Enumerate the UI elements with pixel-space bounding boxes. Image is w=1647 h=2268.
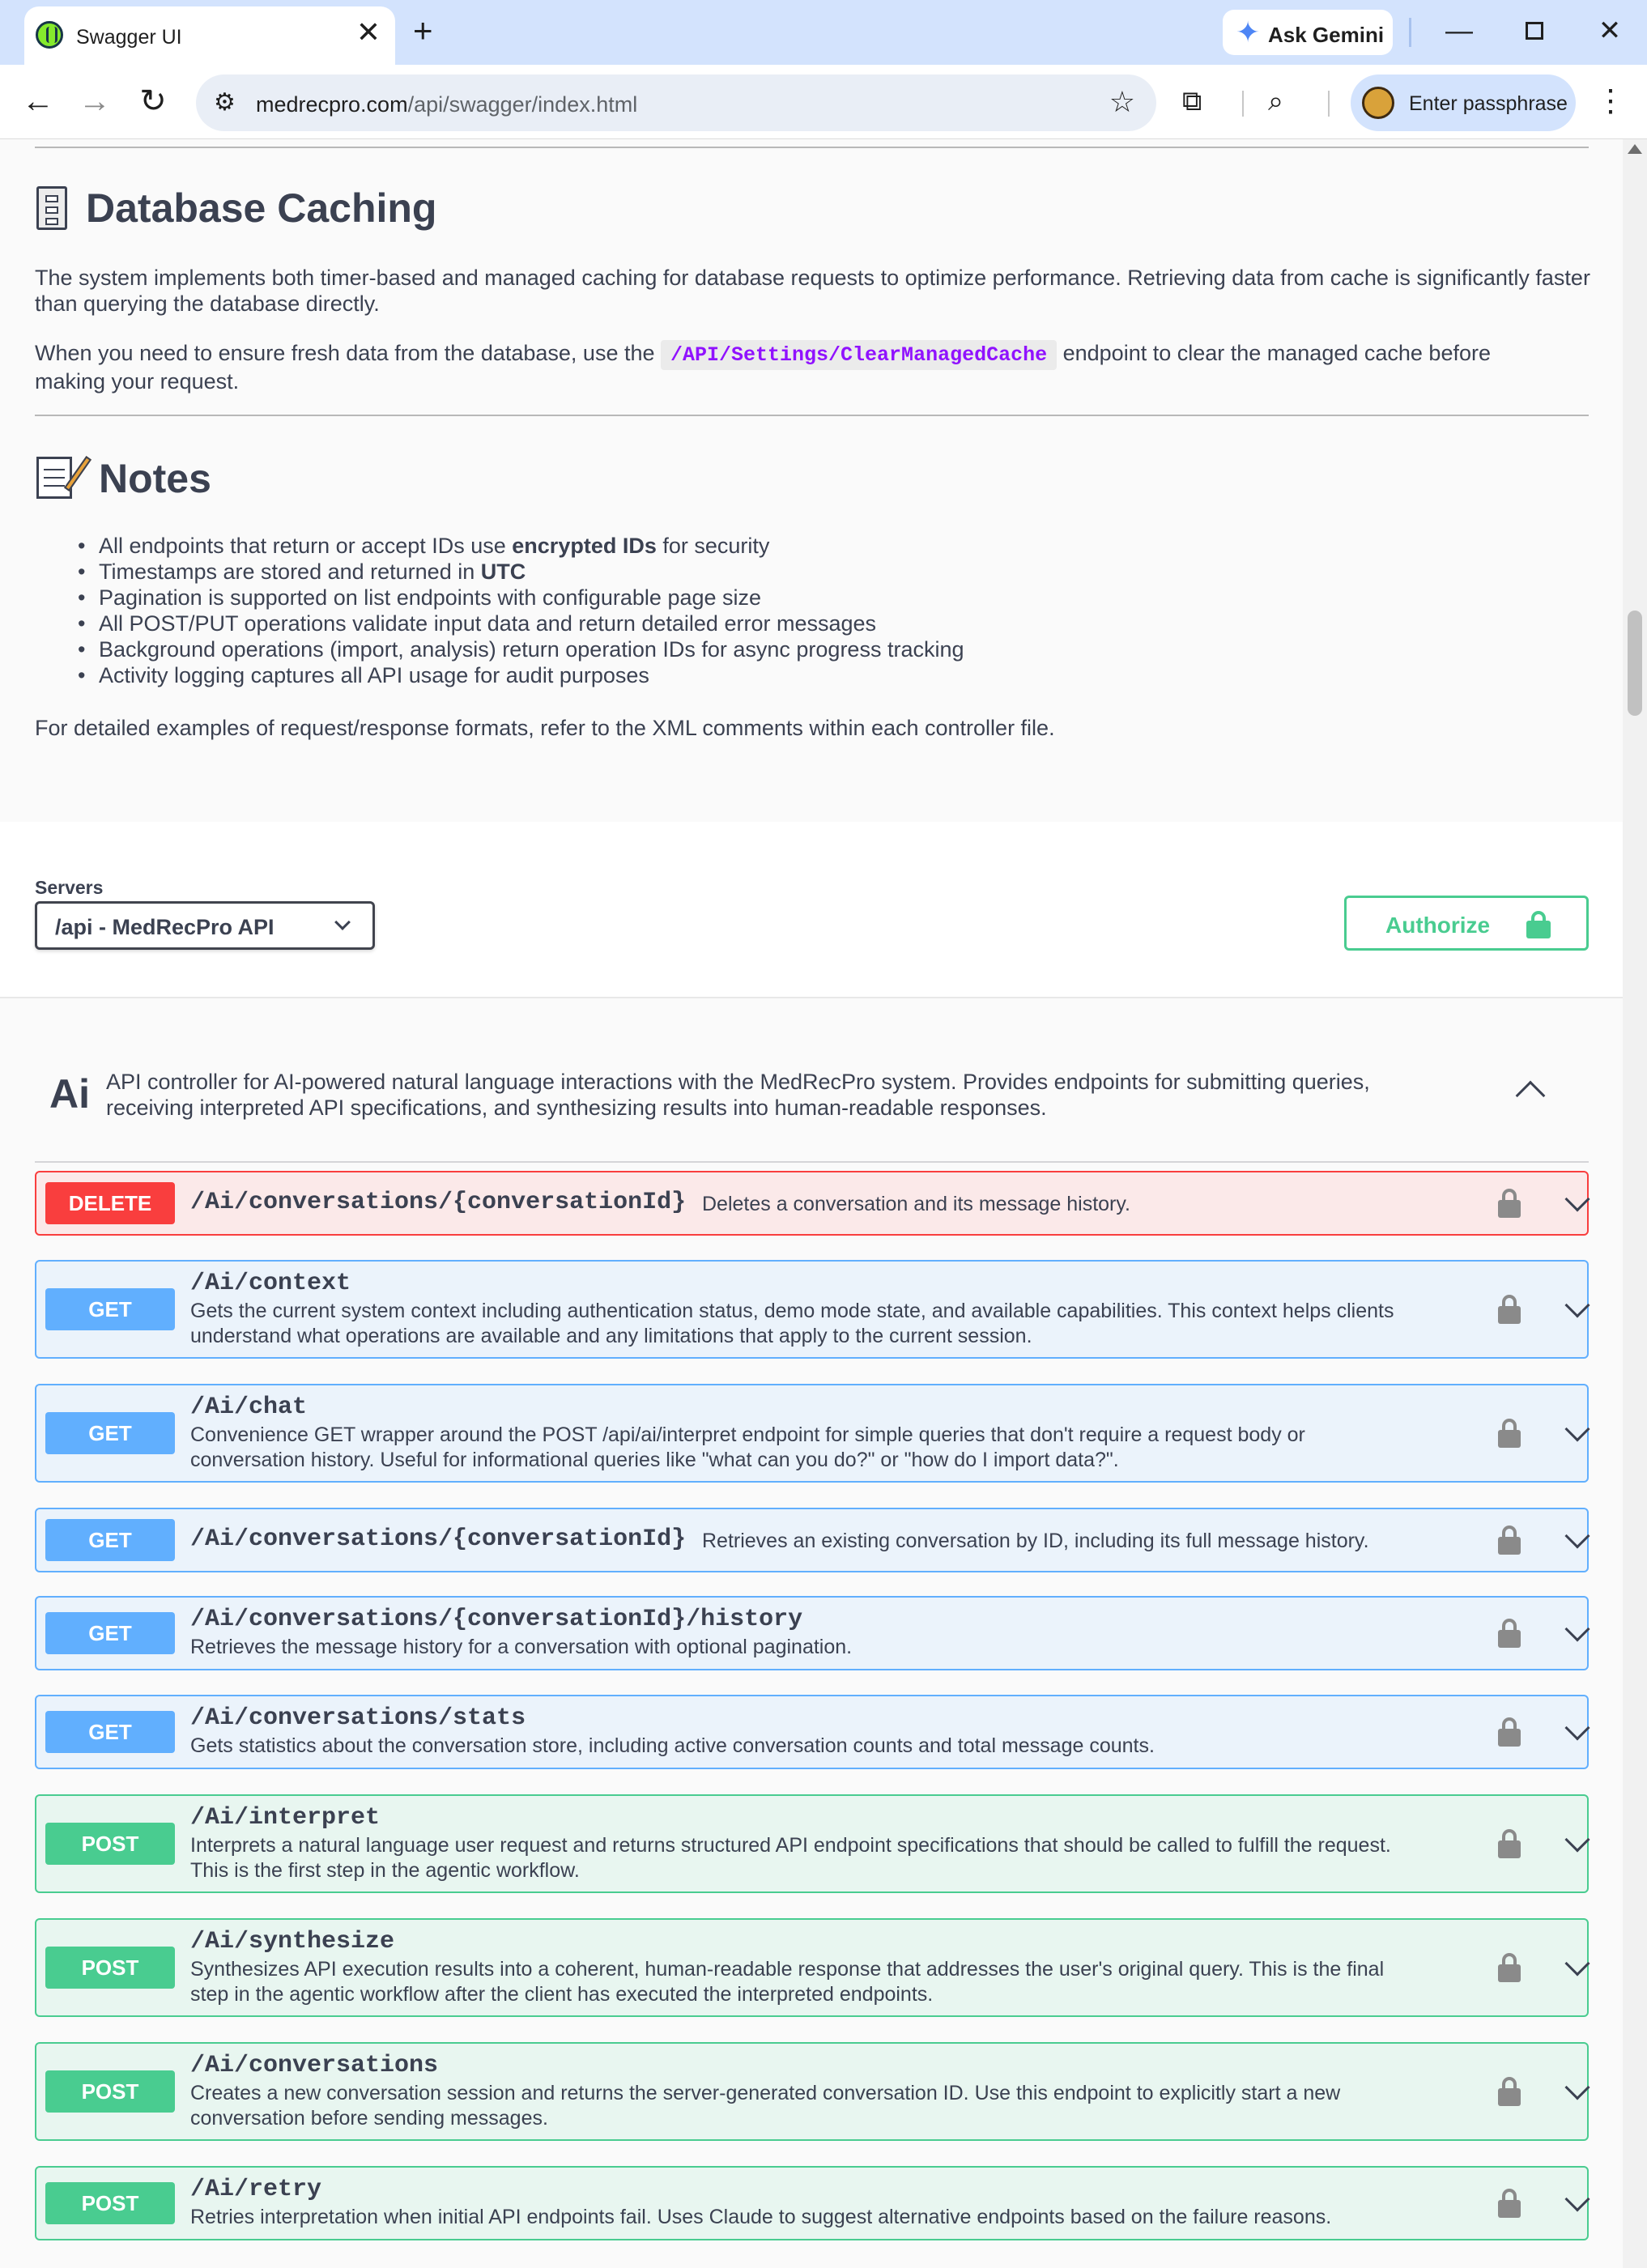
tag-description [106, 1069, 1483, 1121]
operation-summary-line: Retrieves the message history for a conversation with optional pagination. [190, 1636, 853, 1658]
operation-get[interactable] [35, 1596, 1589, 1670]
minimize-icon[interactable]: — [1445, 15, 1473, 46]
gemini-sparkle-icon: ✦ [1236, 15, 1261, 49]
profile-label: Enter passphrase [1409, 92, 1568, 115]
operation-summary [190, 1957, 1384, 2007]
method-badge: GET [45, 1612, 175, 1654]
url-text[interactable] [256, 92, 637, 117]
note-emphasis: encrypted IDs [512, 534, 657, 558]
operation-summary [190, 2081, 1340, 2131]
method-badge: POST [45, 2182, 175, 2224]
forward-arrow-icon[interactable]: → [79, 83, 111, 119]
note-text: Background operations (import, analysis) return operation IDs for async progress tracking [99, 637, 964, 662]
caching-paragraph-1: The system implements both timer-based and managed caching for database requests to optimize performance. Retrieving data from cache is significantly faster than querying the database directly. [35, 266, 1590, 316]
browser-titlebar [0, 0, 1647, 65]
back-arrow-icon[interactable]: ← [22, 83, 54, 119]
scroll-up-arrow-icon[interactable] [1628, 144, 1642, 154]
servers-section [0, 822, 1623, 998]
operation-delete[interactable] [35, 1171, 1589, 1236]
lock-icon[interactable] [1498, 2077, 1521, 2106]
page-scrollbar[interactable] [1623, 139, 1647, 2268]
clear-cache-code: /API/Settings/ClearManagedCache [661, 340, 1057, 370]
titlebar-divider [1409, 18, 1411, 47]
url-host: medrecpro.com [256, 92, 408, 117]
operation-path: /Ai/conversations [190, 2052, 439, 2079]
ask-gemini-label: Ask Gemini [1268, 23, 1385, 47]
operation-path: /Ai/interpret [190, 1804, 381, 1832]
tab-close-icon[interactable]: ✕ [355, 15, 381, 49]
maximize-icon[interactable] [1510, 13, 1559, 49]
profile-button[interactable] [1351, 74, 1576, 131]
tag-description-line: receiving interpreted API specifications, and synthesizing results into human-readable responses. [106, 1096, 1047, 1120]
ask-gemini-button[interactable] [1223, 10, 1393, 55]
operation-summary-line: understand what operations are available and any limitations that apply to the current session. [190, 1325, 1032, 1347]
operation-summary [190, 1299, 1394, 1349]
chevron-down-icon[interactable] [1564, 1715, 1590, 1740]
browser-menu-icon[interactable]: ⋮ [1595, 84, 1626, 118]
swagger-favicon-icon [36, 21, 63, 49]
servers-label: Servers [35, 877, 104, 898]
method-badge: DELETE [45, 1182, 175, 1224]
operation-summary-line: Deletes a conversation and its message history. [702, 1193, 1130, 1215]
notes-list-item [99, 611, 964, 636]
servers-select[interactable] [35, 901, 375, 950]
operation-summary-line: Synthesizes API execution results into a coherent, human-readable response that addresses the user's original query. This is the final [190, 1958, 1385, 1981]
operation-summary [190, 1833, 1391, 1883]
operation-summary-line: Interprets a natural language user request and returns structured API endpoint specifications that should be called to fulfill the request. [190, 1834, 1391, 1857]
operation-summary-line: Creates a new conversation session and returns the server-generated conversation ID. Use this endpoint to explicitly start a new [190, 2082, 1341, 2104]
file-cabinet-icon [36, 186, 67, 230]
new-tab-button[interactable]: + [413, 11, 433, 49]
operation-summary [190, 1734, 1155, 1759]
operation-get[interactable] [35, 1260, 1589, 1359]
unlocked-icon [1526, 911, 1551, 937]
notes-heading: Notes [99, 456, 211, 501]
lens-search-icon[interactable]: ⌕ [1268, 86, 1284, 117]
chevron-up-icon[interactable] [1516, 1081, 1546, 1111]
extensions-icon[interactable]: ⧉ [1182, 86, 1202, 117]
operation-summary-line: Retrieves an existing conversation by ID, including its full message history. [702, 1530, 1369, 1552]
operation-summary-line: Gets statistics about the conversation store, including active conversation counts and total message counts. [190, 1734, 1155, 1757]
notes-list-item [99, 559, 964, 585]
lock-icon[interactable] [1498, 1619, 1521, 1648]
scroll-thumb[interactable] [1628, 611, 1642, 716]
operation-post[interactable] [35, 2166, 1589, 2240]
operation-summary-line: step in the agentic workflow after the client has executed the interpreted endpoints. [190, 1983, 934, 2006]
lock-icon[interactable] [1498, 2189, 1521, 2218]
method-badge: GET [45, 1288, 175, 1330]
operation-get[interactable] [35, 1695, 1589, 1769]
operation-summary-line: Gets the current system context including authentication status, demo mode state, and available capabilities. This context helps clients [190, 1300, 1394, 1322]
note-text: All POST/PUT operations validate input data and return detailed error messages [99, 611, 877, 636]
section-divider [35, 415, 1589, 416]
chevron-down-icon[interactable] [1564, 1523, 1590, 1548]
lock-icon[interactable] [1498, 1189, 1521, 1218]
note-text: Timestamps are stored and returned in [99, 560, 481, 584]
lock-icon[interactable] [1498, 1525, 1521, 1555]
chevron-down-icon[interactable] [1564, 1951, 1590, 1976]
operation-path: /Ai/conversations/{conversationId} [190, 1189, 687, 1216]
operation-summary [702, 1529, 1369, 1554]
operation-path: /Ai/conversations/{conversationId} [190, 1525, 687, 1553]
ai-tag-header[interactable] [35, 1036, 1589, 1163]
notes-list-item [99, 585, 964, 611]
notes-list [99, 533, 964, 688]
operation-summary [190, 1423, 1305, 1473]
caching-para2-text: making your request. [35, 369, 240, 394]
avatar [1362, 87, 1394, 119]
caching-para2-text: When you need to ensure fresh data from the database, use the [35, 341, 655, 365]
notes-list-item [99, 662, 964, 688]
operation-path: /Ai/context [190, 1270, 351, 1297]
notes-list-item [99, 636, 964, 662]
method-badge: POST [45, 1823, 175, 1865]
operation-path: /Ai/chat [190, 1394, 308, 1421]
caching-paragraph-2 [35, 340, 1598, 394]
reload-icon[interactable]: ↻ [139, 83, 167, 119]
operation-summary-line: Retries interpretation when initial API endpoints fail. Uses Claude to suggest alternative endpoints based on the failure reasons. [190, 2206, 1332, 2228]
browser-toolbar [0, 65, 1647, 139]
note-emphasis: UTC [480, 560, 526, 584]
method-badge: GET [45, 1711, 175, 1753]
tab-title: Swagger UI [76, 26, 182, 49]
authorize-label: Authorize [1385, 913, 1491, 938]
chevron-down-icon[interactable] [1564, 1292, 1590, 1317]
lock-icon[interactable] [1498, 1419, 1521, 1448]
method-badge: POST [45, 2070, 175, 2113]
notes-list-item [99, 533, 964, 559]
caching-para2-text: endpoint to clear the managed cache before [1062, 341, 1491, 365]
notes-footer: For detailed examples of request/response formats, refer to the XML comments within each controller file. [35, 716, 1055, 740]
operation-summary [190, 2205, 1331, 2230]
note-text: for security [656, 534, 770, 558]
operation-get[interactable] [35, 1384, 1589, 1483]
chevron-down-icon[interactable] [1564, 2186, 1590, 2211]
operation-get[interactable] [35, 1508, 1589, 1572]
memo-icon [36, 457, 72, 499]
operation-summary-line: conversation before sending messages. [190, 2107, 548, 2130]
site-info-icon[interactable]: ⚙ [214, 89, 236, 116]
url-path: /api/swagger/index.html [407, 92, 638, 117]
section-divider [35, 147, 1589, 148]
lock-icon[interactable] [1498, 1295, 1521, 1324]
note-text: Pagination is supported on list endpoints with configurable page size [99, 585, 762, 610]
chevron-down-icon [334, 914, 351, 930]
chevron-down-icon[interactable] [1564, 1616, 1590, 1641]
operation-summary [702, 1192, 1130, 1217]
method-badge: GET [45, 1519, 175, 1561]
operation-path: /Ai/conversations/stats [190, 1704, 526, 1732]
operation-post[interactable] [35, 1918, 1589, 2017]
method-badge: POST [45, 1947, 175, 1989]
tag-name: Ai [49, 1071, 90, 1117]
lock-icon[interactable] [1498, 1829, 1521, 1858]
note-text: Activity logging captures all API usage for audit purposes [99, 663, 649, 687]
toolbar-divider [1328, 91, 1330, 117]
operation-summary-line: This is the first step in the agentic workflow. [190, 1859, 580, 1882]
window-close-icon[interactable]: ✕ [1598, 15, 1622, 46]
chevron-down-icon[interactable] [1564, 1186, 1590, 1211]
lock-icon[interactable] [1498, 1717, 1521, 1747]
method-badge: GET [45, 1412, 175, 1454]
operation-path: /Ai/synthesize [190, 1928, 395, 1955]
tag-description-line: API controller for AI-powered natural language interactions with the MedRecPro system. Provides endpoints for submitting queries, [106, 1070, 1370, 1094]
operation-post[interactable] [35, 1794, 1589, 1893]
chevron-down-icon[interactable] [1564, 2074, 1590, 2100]
operation-post[interactable] [35, 2042, 1589, 2141]
toolbar-divider [1242, 91, 1244, 117]
chevron-down-icon[interactable] [1564, 1416, 1590, 1441]
address-bar[interactable] [196, 74, 1156, 131]
note-text: All endpoints that return or accept IDs use [99, 534, 513, 558]
operation-summary-line: Convenience GET wrapper around the POST /api/ai/interpret endpoint for simple queries that don't require a request body or [190, 1423, 1305, 1446]
lock-icon[interactable] [1498, 1953, 1521, 1982]
operation-path: /Ai/retry [190, 2176, 322, 2203]
database-caching-heading: Database Caching [86, 185, 437, 231]
bookmark-star-icon[interactable]: ☆ [1109, 85, 1135, 118]
browser-tab[interactable] [24, 6, 395, 65]
operation-path: /Ai/conversations/{conversationId}/history [190, 1606, 803, 1633]
chevron-down-icon[interactable] [1564, 1827, 1590, 1852]
operation-summary-line: conversation history. Useful for informational queries like "what can you do?" or "how do I import data?". [190, 1449, 1119, 1471]
operation-summary [190, 1635, 852, 1660]
servers-selected-value: /api - MedRecPro API [55, 915, 274, 939]
authorize-button[interactable] [1344, 896, 1589, 951]
